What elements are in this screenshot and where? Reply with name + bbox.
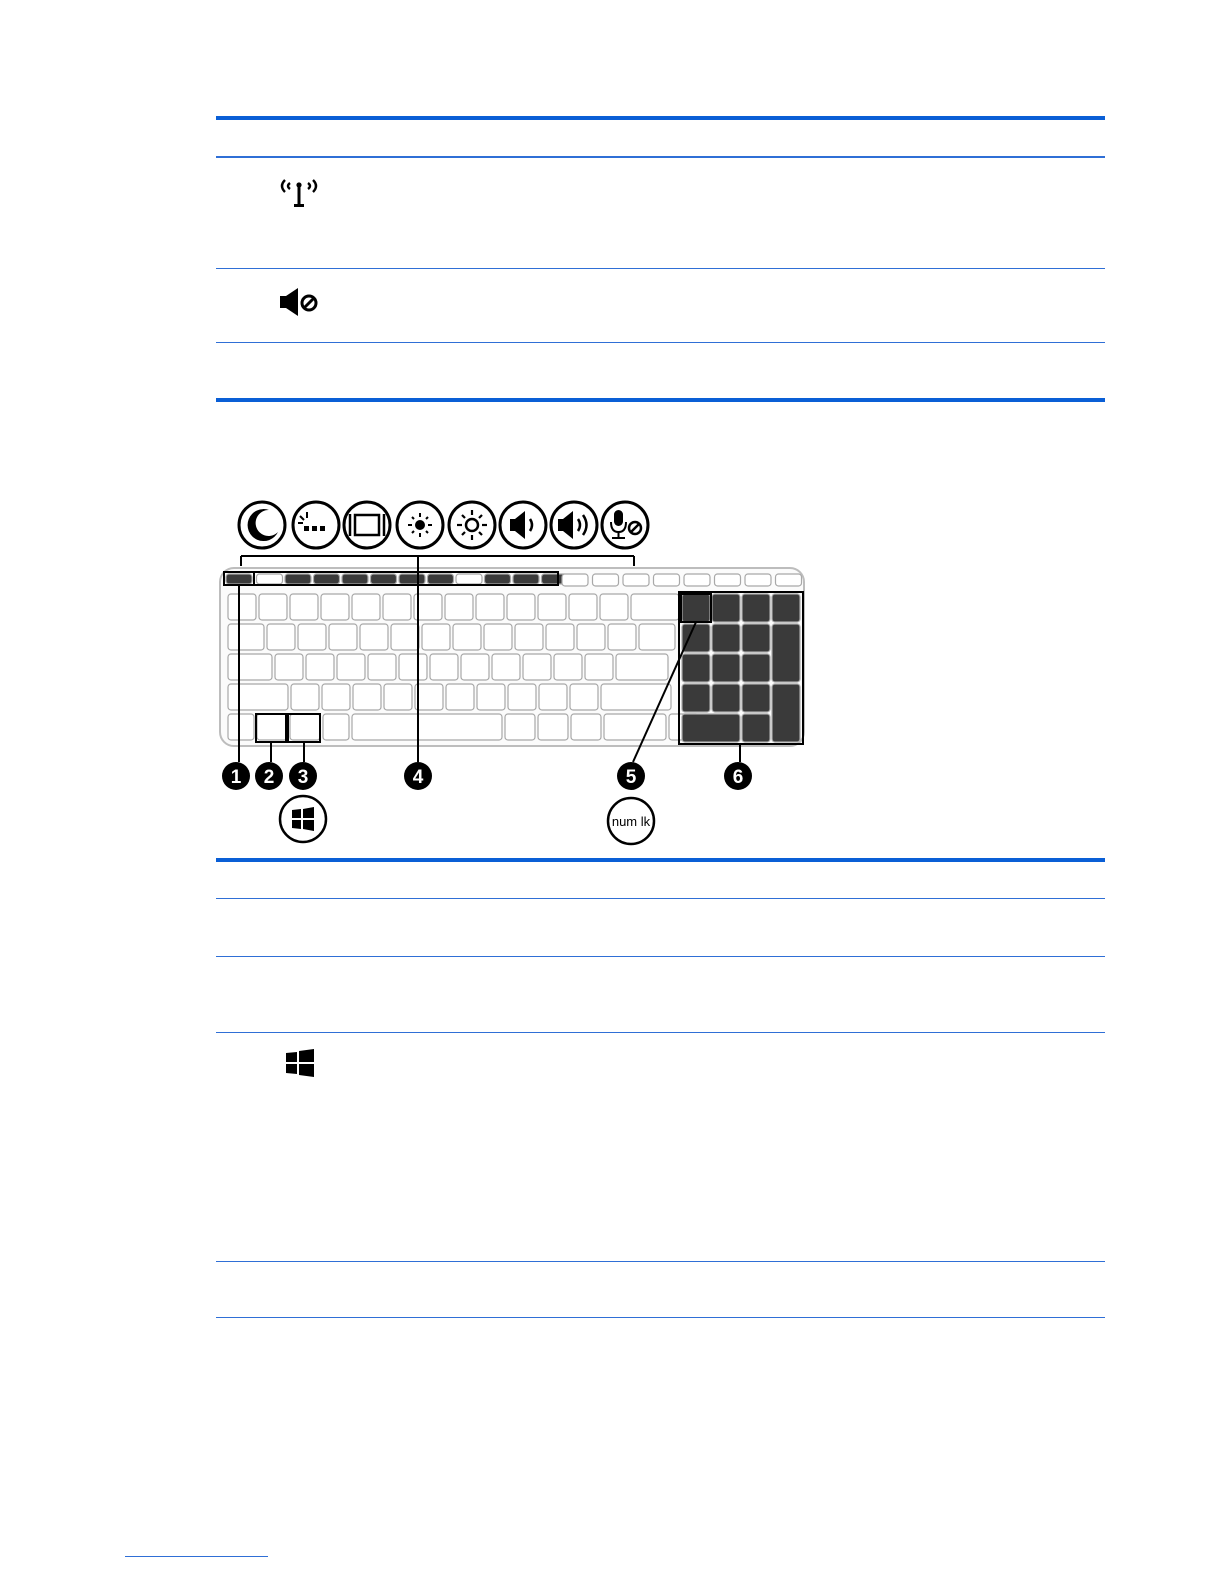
keyboard-key [360, 624, 388, 650]
keyboard-backlight-icon [293, 502, 339, 548]
keyboard-key [415, 684, 443, 710]
table1-top-rule [216, 116, 1105, 120]
volume-up-icon [551, 502, 597, 548]
keyboard-key [600, 594, 628, 620]
keyboard-key [399, 654, 427, 680]
keyboard-key [712, 684, 740, 712]
svg-text:num lk: num lk [611, 814, 651, 829]
keyboard-key [323, 714, 349, 740]
keyboard-key [715, 574, 741, 586]
keyboard-key [654, 574, 680, 586]
svg-text:3: 3 [297, 767, 309, 788]
keyboard-key [399, 574, 425, 584]
keyboard-key [228, 684, 288, 710]
volume-down-icon [500, 502, 546, 548]
callout-5 [617, 762, 645, 790]
keyboard-key [712, 624, 740, 652]
keyboard-key [321, 594, 349, 620]
table2-row-rule [216, 1261, 1105, 1262]
keyboard-key [228, 624, 264, 650]
keyboard-key [430, 654, 458, 680]
keyboard-key [383, 594, 411, 620]
keyboard-key [593, 574, 619, 586]
keyboard-key [342, 574, 368, 584]
keyboard-key [477, 684, 505, 710]
callout-6 [724, 762, 752, 790]
table2-bottom-rule [216, 1317, 1105, 1318]
keyboard-key [391, 624, 419, 650]
keyboard-key [226, 574, 252, 584]
keyboard-key [306, 654, 334, 680]
keyboard-key [571, 714, 601, 740]
keyboard-key [604, 714, 666, 740]
keyboard-key [577, 624, 605, 650]
keyboard-key [631, 594, 679, 620]
keyboard-key [428, 574, 454, 584]
keyboard-key [682, 624, 710, 652]
svg-text:5: 5 [625, 767, 637, 788]
speaker-mute-icon [278, 286, 322, 320]
keyboard-key [682, 594, 710, 622]
keyboard-key [554, 654, 582, 680]
keyboard-key [682, 654, 710, 682]
keyboard-illustration [212, 488, 812, 848]
keyboard-key [772, 594, 800, 622]
keyboard-key [461, 654, 489, 680]
keyboard-key [601, 684, 671, 710]
keyboard-key [742, 624, 770, 652]
table1-bottom-rule [216, 398, 1105, 402]
keyboard-key [384, 684, 412, 710]
footnote-rule [125, 1556, 268, 1557]
num-lock-key-icon [608, 798, 654, 844]
keyboard-key [742, 594, 770, 622]
keyboard-key [539, 684, 567, 710]
keyboard-key [259, 594, 287, 620]
keyboard-key [314, 574, 340, 584]
keyboard-key [352, 714, 502, 740]
windows-logo-icon [284, 1048, 316, 1078]
keyboard-key [476, 594, 504, 620]
keyboard-key [712, 594, 740, 622]
keyboard-key [453, 624, 481, 650]
keyboard-key [445, 594, 473, 620]
keyboard-key [291, 684, 319, 710]
callout-1 [222, 762, 250, 790]
keyboard-key [368, 654, 396, 680]
sleep-icon [239, 502, 285, 548]
keyboard-key [228, 714, 254, 740]
keyboard-key [742, 714, 770, 742]
keyboard-key [337, 654, 365, 680]
table1-row-rule [216, 342, 1105, 343]
table2-row-rule [216, 956, 1105, 957]
table2-row-rule [216, 1032, 1105, 1033]
keyboard-key [684, 574, 710, 586]
keyboard-key [290, 714, 320, 740]
brightness-down-icon [397, 502, 443, 548]
keyboard-key [492, 654, 520, 680]
keyboard-key [682, 714, 740, 742]
keyboard-key [639, 624, 675, 650]
keyboard-key [585, 654, 613, 680]
table1-header-rule [216, 156, 1105, 158]
keyboard-key [456, 574, 482, 584]
keyboard-key [772, 624, 800, 682]
callout-2 [255, 762, 283, 790]
display-switch-icon [344, 502, 390, 548]
keyboard-key [507, 594, 535, 620]
keyboard-key [422, 624, 450, 650]
keyboard-key [267, 624, 295, 650]
keyboard-key [623, 574, 649, 586]
keyboard-key [682, 684, 710, 712]
keyboard-key [570, 684, 598, 710]
keyboard-key [275, 654, 303, 680]
keyboard-key [257, 574, 283, 584]
keyboard-key [290, 594, 318, 620]
keyboard-key [228, 654, 272, 680]
keyboard-key [772, 684, 800, 742]
keyboard-key [608, 624, 636, 650]
svg-text:6: 6 [732, 767, 744, 788]
keyboard-key [285, 574, 311, 584]
callout-4 [404, 762, 432, 790]
keyboard-key [515, 624, 543, 650]
windows-key-icon [280, 796, 326, 842]
keyboard-key [562, 574, 588, 586]
keyboard-key [329, 624, 357, 650]
keyboard-key [538, 714, 568, 740]
callout-3 [289, 762, 317, 790]
keyboard-key [742, 684, 770, 712]
keyboard-key [742, 654, 770, 682]
keyboard-key [484, 624, 512, 650]
microphone-mute-icon [602, 502, 648, 548]
svg-text:2: 2 [263, 767, 275, 788]
svg-text:4: 4 [412, 767, 424, 788]
wireless-icon [276, 176, 322, 212]
keyboard-key [776, 574, 802, 586]
brightness-up-icon [449, 502, 495, 548]
keyboard-key [569, 594, 597, 620]
keyboard-key [712, 654, 740, 682]
keyboard-key [538, 594, 566, 620]
keyboard-key [371, 574, 397, 584]
table2-top-rule [216, 858, 1105, 862]
keyboard-key [485, 574, 511, 584]
keyboard-key [353, 684, 381, 710]
keyboard-key [505, 714, 535, 740]
keyboard-key [745, 574, 771, 586]
keyboard-key [257, 714, 287, 740]
keyboard-key [523, 654, 551, 680]
svg-text:1: 1 [230, 767, 242, 788]
keyboard-key [322, 684, 350, 710]
table1-row-rule [216, 268, 1105, 269]
keyboard-key [546, 624, 574, 650]
keyboard-key [352, 594, 380, 620]
keyboard-key [298, 624, 326, 650]
table2-header-rule [216, 898, 1105, 899]
keyboard-key [228, 594, 256, 620]
keyboard-key [446, 684, 474, 710]
keyboard-key [616, 654, 668, 680]
keyboard-key [513, 574, 539, 584]
keyboard-key [508, 684, 536, 710]
